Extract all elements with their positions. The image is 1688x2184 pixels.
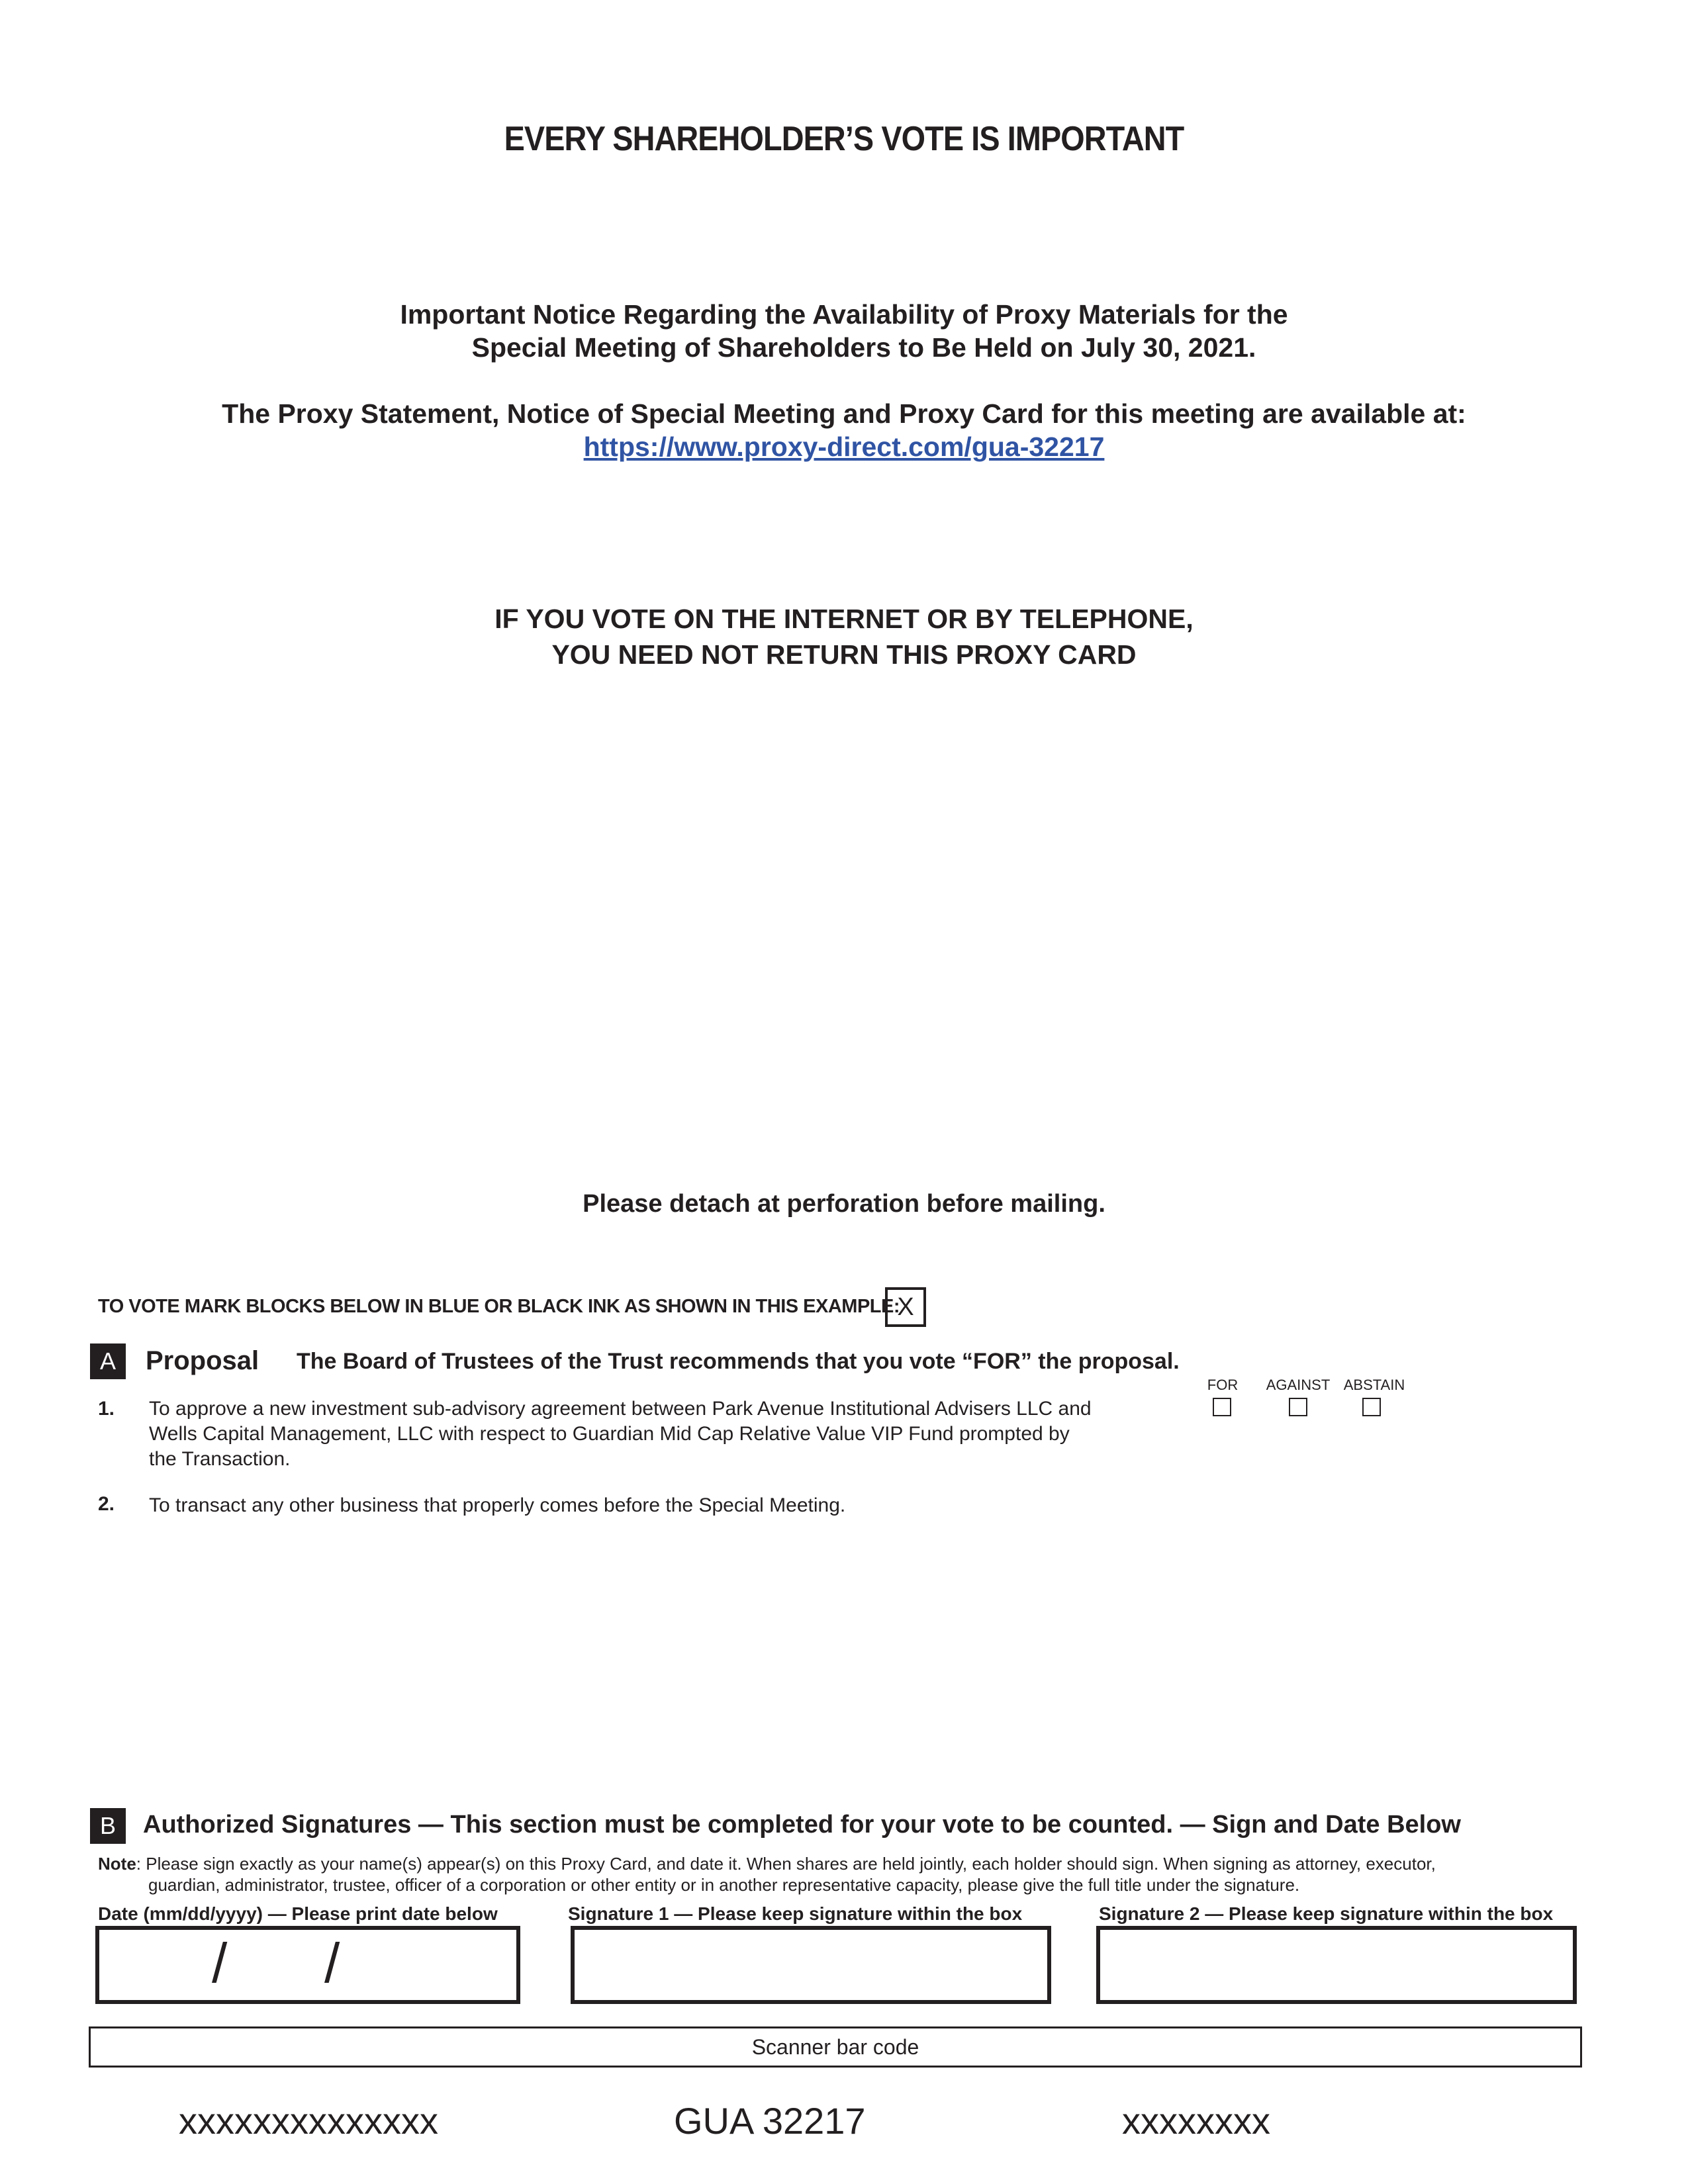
- column-abstain-label: ABSTAIN: [1343, 1377, 1405, 1393]
- note-text-1: : Please sign exactly as your name(s) appear(s) on this Proxy Card, and date it. When shares are held jointly, each holder should sign. When signing as attorney, executor,: [136, 1854, 1436, 1874]
- vote-example-box: X: [885, 1287, 926, 1327]
- proposal-1-line: To approve a new investment sub-advisory agreement between Park Avenue Institutional Advisers LLC and: [149, 1398, 1092, 1420]
- date-separator: /: [324, 1932, 340, 1994]
- date-input-box[interactable]: [95, 1926, 520, 2004]
- proposal-1-line: Wells Capital Management, LLC with respect to Guardian Mid Cap Relative Value VIP Fund prompted by: [149, 1423, 1070, 1445]
- page-title: EVERY SHAREHOLDER’S VOTE IS IMPORTANT: [504, 120, 1184, 158]
- proposal-heading: Proposal: [146, 1346, 259, 1375]
- proxy-materials-link[interactable]: https://www.proxy-direct.com/gua-32217: [583, 432, 1105, 462]
- proposal-2-number: 2.: [98, 1493, 115, 1515]
- proposal-1-against-checkbox[interactable]: [1289, 1398, 1307, 1416]
- proposal-1-number: 1.: [98, 1398, 115, 1420]
- section-b-badge: B: [90, 1808, 126, 1844]
- signature-2-box[interactable]: [1096, 1926, 1577, 2004]
- footer-control-number: xxxxxxxxxxxxxx: [179, 2100, 438, 2142]
- signature-1-box[interactable]: [571, 1926, 1051, 2004]
- column-for-label: FOR: [1207, 1377, 1239, 1393]
- signature-note: [98, 1853, 1594, 1895]
- availability-text: The Proxy Statement, Notice of Special Meeting and Proxy Card for this meeting are available at:: [222, 398, 1466, 429]
- vote-notice-line-1: IF YOU VOTE ON THE INTERNET OR BY TELEPHONE,: [494, 604, 1194, 634]
- signature-note-line-2: guardian, administrator, trustee, officer of a corporation or other entity or in another representative capacity, please give the full title under the signature.: [148, 1875, 1300, 1895]
- note-label: Note: [98, 1854, 136, 1874]
- scanner-barcode-box: Scanner bar code: [89, 2026, 1582, 2068]
- notice-line-2: Special Meeting of Shareholders to Be Held on July 30, 2021.: [471, 332, 1256, 363]
- proposal-1-for-checkbox[interactable]: [1213, 1398, 1231, 1416]
- detach-note: Please detach at perforation before mailing.: [583, 1190, 1105, 1218]
- section-a-badge: A: [90, 1343, 126, 1379]
- footer-card-code: GUA 32217: [674, 2100, 866, 2142]
- proxy-link-wrapper: [0, 432, 1688, 463]
- proposal-2-text: To transact any other business that properly comes before the Special Meeting.: [149, 1494, 846, 1516]
- proposal-1-line: the Transaction.: [149, 1448, 291, 1470]
- signature-note-line-1: [98, 1853, 1594, 1874]
- proposal-1-text: [149, 1396, 1155, 1472]
- date-field-label: Date (mm/dd/yyyy) ― Please print date below: [98, 1903, 498, 1924]
- proposal-1-abstain-checkbox[interactable]: [1362, 1398, 1381, 1416]
- footer-account-code: xxxxxxxx: [1122, 2100, 1270, 2142]
- column-against-label: AGAINST: [1266, 1377, 1331, 1393]
- vote-example-instruction: TO VOTE MARK BLOCKS BELOW IN BLUE OR BLACK INK AS SHOWN IN THIS EXAMPLE:: [98, 1296, 900, 1317]
- signature-2-label: Signature 2 ― Please keep signature within the box: [1099, 1903, 1554, 1924]
- notice-line-1: Important Notice Regarding the Availability of Proxy Materials for the: [400, 299, 1288, 330]
- signatures-heading: Authorized Signatures ― This section must be completed for your vote to be counted. ― Sign and Date Below: [143, 1811, 1461, 1839]
- vote-notice-line-2: YOU NEED NOT RETURN THIS PROXY CARD: [551, 639, 1137, 670]
- board-recommendation: The Board of Trustees of the Trust recommends that you vote “FOR” the proposal.: [297, 1349, 1180, 1374]
- signature-1-label: Signature 1 ― Please keep signature within the box: [568, 1903, 1023, 1924]
- date-separator: /: [212, 1932, 228, 1994]
